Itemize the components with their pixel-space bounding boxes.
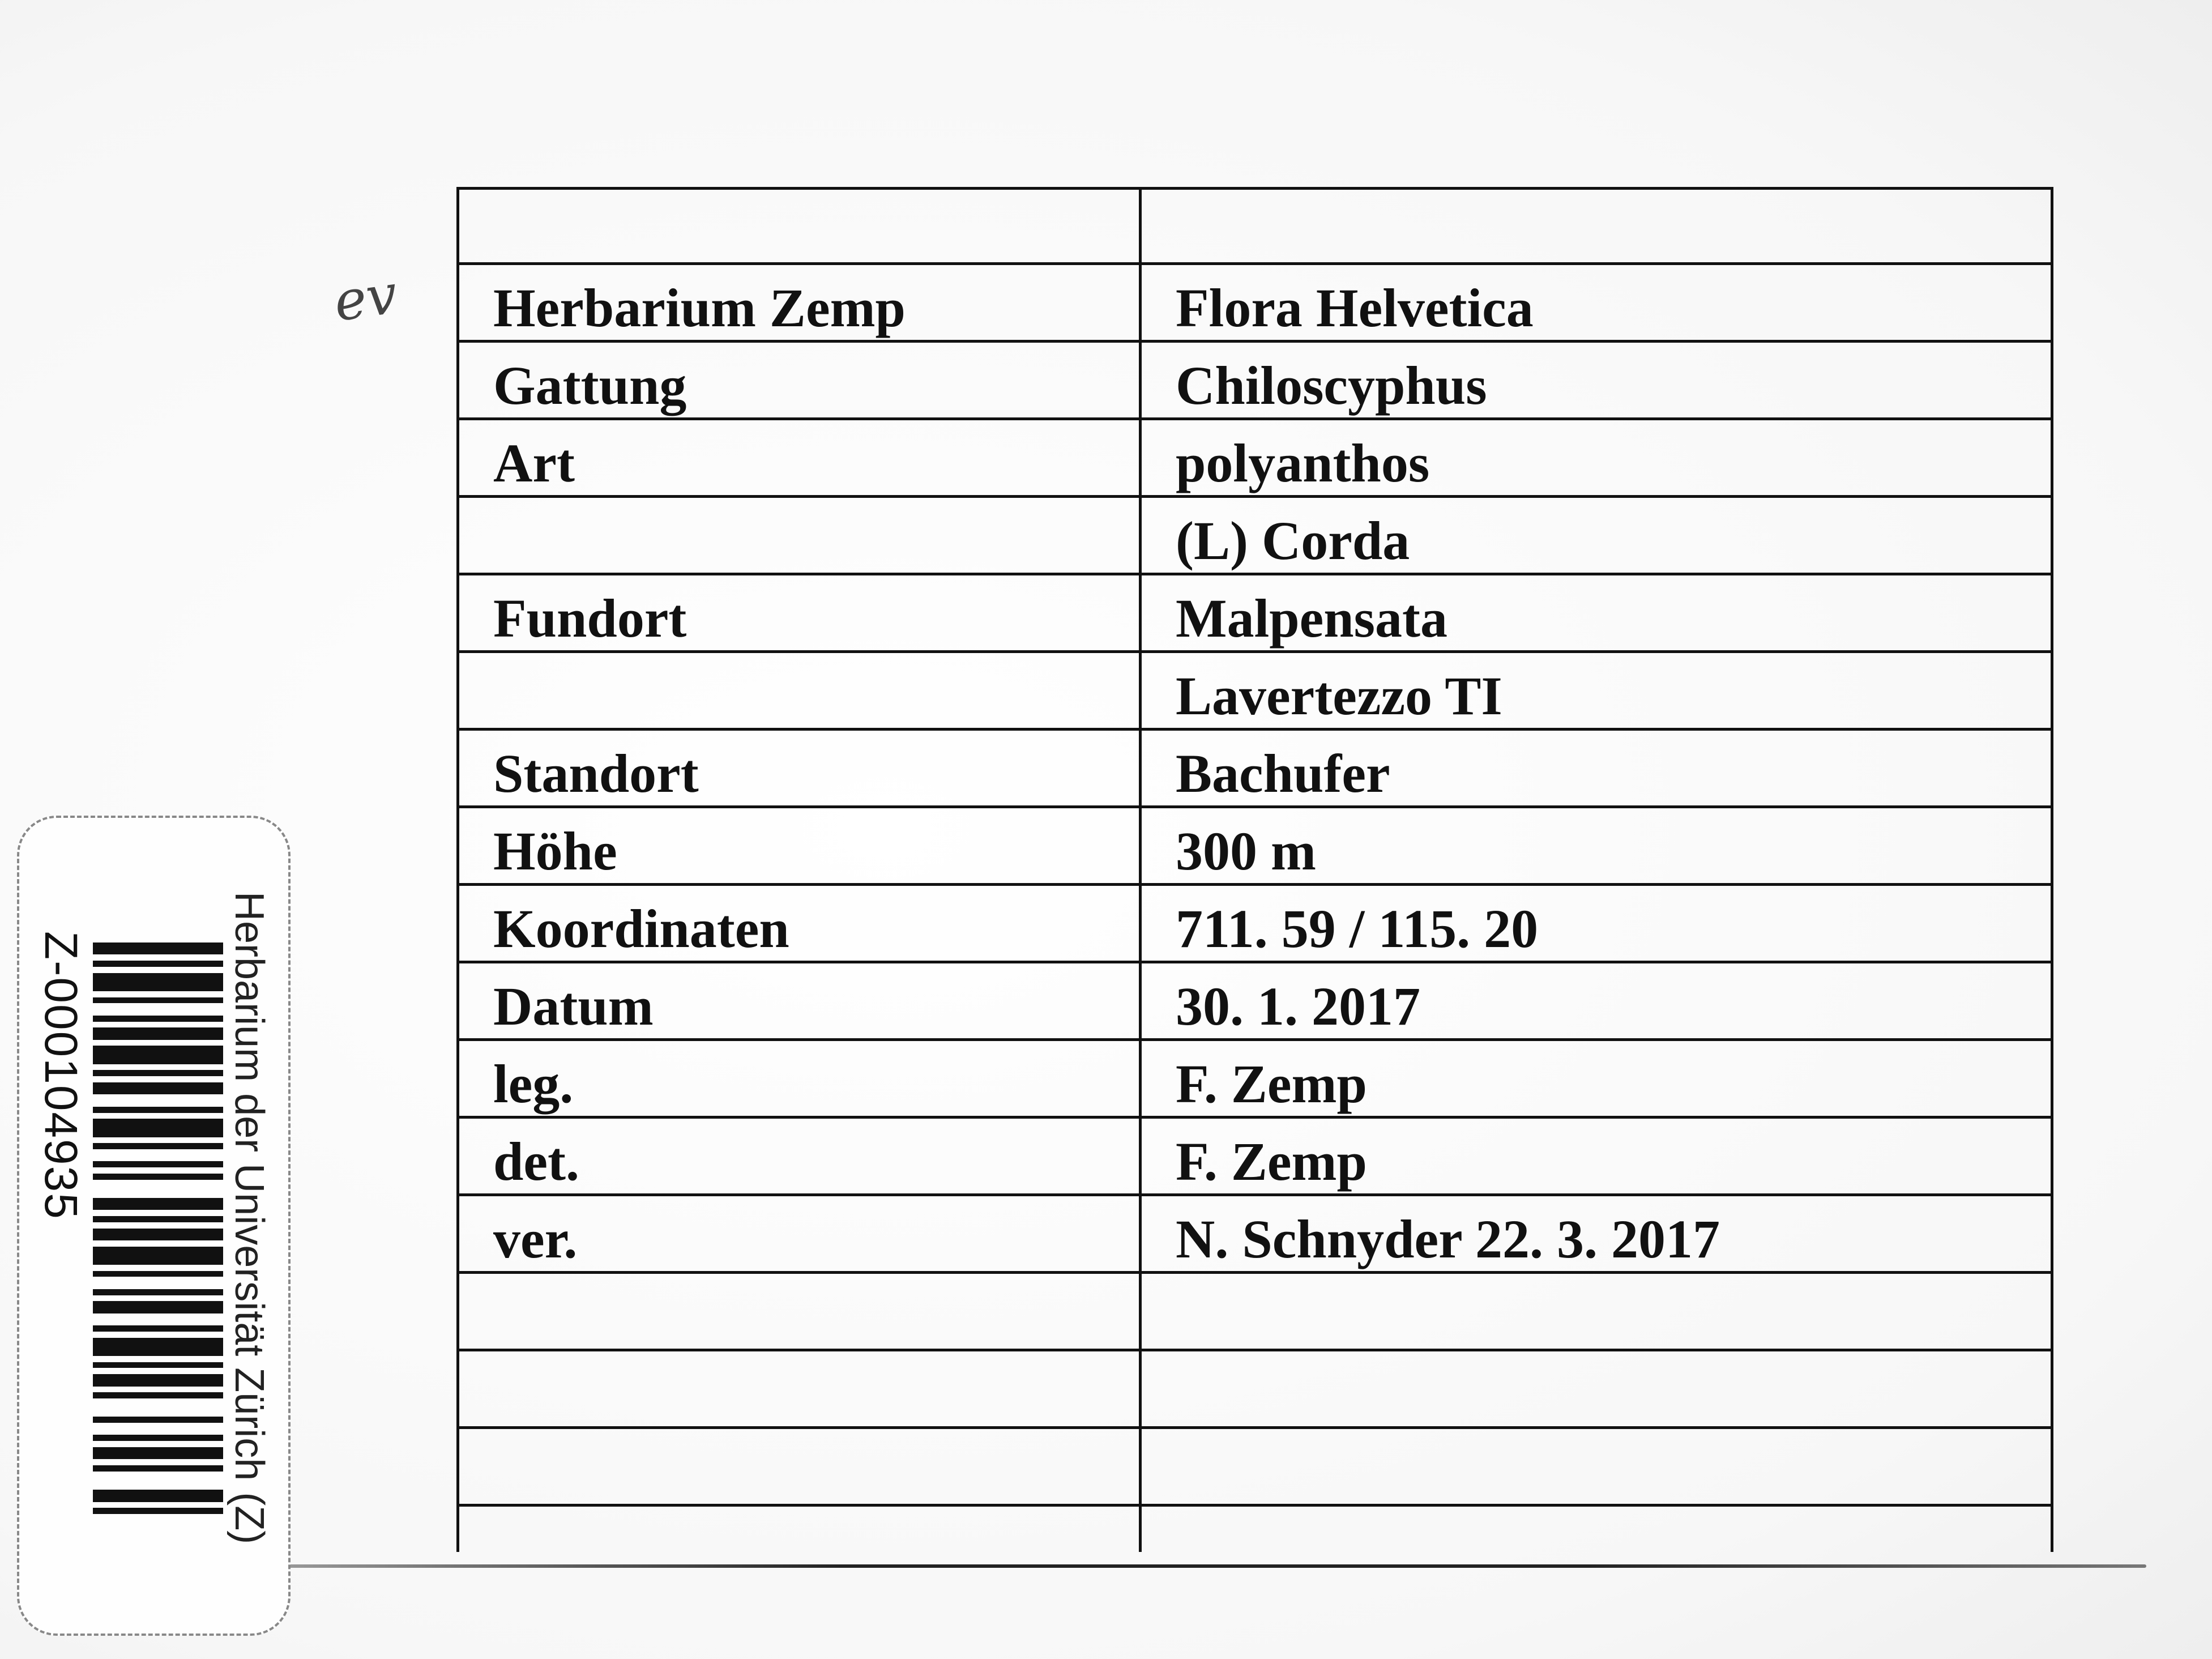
field-value: 30. 1. 2017 — [1141, 962, 2052, 1040]
barcode-bar — [93, 1265, 223, 1271]
barcode-bar — [93, 1167, 223, 1174]
institution-name: Herbarium der Universität Zürich (Z) — [227, 892, 272, 1545]
barcode-number: Z-000104935 — [35, 931, 87, 1220]
field-label: det. — [458, 1118, 1141, 1195]
field-value: Malpensata — [1141, 574, 2052, 652]
field-label: ver. — [458, 1195, 1141, 1273]
barcode-sticker — [17, 816, 291, 1636]
barcode-bar — [93, 1022, 223, 1028]
barcode-bar — [93, 967, 223, 973]
table-row — [458, 419, 2052, 497]
barcode-bar — [93, 1046, 223, 1064]
barcode-bar — [93, 954, 223, 961]
barcode-bar — [93, 1295, 223, 1302]
barcode-bar — [93, 942, 223, 954]
barcode-bar — [93, 961, 223, 967]
field-value: 711. 59 / 115. 20 — [1141, 885, 2052, 962]
barcode-bar — [93, 1398, 223, 1417]
field-value: F. Zemp — [1141, 1040, 2052, 1118]
barcode-bar — [93, 1435, 223, 1441]
barcode-bar — [93, 1107, 223, 1113]
field-label — [458, 1350, 1141, 1428]
barcode-bar — [93, 1490, 223, 1502]
table-row — [458, 1118, 2052, 1195]
table-row — [458, 342, 2052, 419]
field-value: Flora Helvetica — [1141, 264, 2052, 342]
table-row — [458, 807, 2052, 885]
barcode-bar — [93, 1508, 223, 1514]
barcode-bar — [93, 1277, 223, 1289]
barcode-bar — [93, 1338, 223, 1356]
barcode-bar — [93, 1149, 223, 1161]
field-value: Bachufer — [1141, 730, 2052, 807]
field-label — [458, 652, 1141, 730]
field-value: F. Zemp — [1141, 1118, 2052, 1195]
barcode-bar — [93, 1392, 223, 1398]
barcode-bar — [93, 1447, 223, 1459]
table-row — [458, 1195, 2052, 1273]
field-label: Standort — [458, 730, 1141, 807]
barcode-bar — [93, 1313, 223, 1325]
barcode-bar — [93, 1289, 223, 1295]
field-value — [1141, 1506, 2052, 1553]
table-row — [458, 885, 2052, 962]
field-value: polyanthos — [1141, 419, 2052, 497]
handwritten-annotation: ev — [330, 262, 402, 334]
table-row — [458, 1273, 2052, 1350]
barcode-bar — [93, 1247, 223, 1265]
barcode-bar — [93, 1040, 223, 1046]
field-label: Datum — [458, 962, 1141, 1040]
table-row — [458, 652, 2052, 730]
barcode-image — [93, 942, 223, 1520]
barcode-bar — [93, 1070, 223, 1076]
barcode-bar — [93, 1027, 223, 1039]
barcode-bar — [93, 1423, 223, 1435]
field-label — [458, 497, 1141, 574]
barcode-bar — [93, 1441, 223, 1447]
table-row — [458, 1428, 2052, 1506]
barcode-bar — [93, 1064, 223, 1071]
barcode-bar — [93, 1174, 223, 1180]
field-value — [1141, 1273, 2052, 1350]
field-label — [458, 1506, 1141, 1553]
barcode-bar — [93, 1502, 223, 1508]
barcode-bar — [93, 1143, 223, 1149]
barcode-bar — [93, 1332, 223, 1338]
barcode-bar — [93, 1082, 223, 1094]
barcode-bar — [93, 1198, 223, 1210]
paper-edge-line — [283, 1564, 2146, 1568]
field-label — [458, 189, 1141, 264]
table-row — [458, 1040, 2052, 1118]
barcode-bar — [93, 1271, 223, 1277]
table-row — [458, 574, 2052, 652]
table-row — [458, 1506, 2052, 1553]
field-label: Art — [458, 419, 1141, 497]
barcode-bar — [93, 1003, 223, 1015]
barcode-bar — [93, 1094, 223, 1106]
field-label: leg. — [458, 1040, 1141, 1118]
field-label: Fundort — [458, 574, 1141, 652]
field-label: Koordinaten — [458, 885, 1141, 962]
barcode-bar — [93, 1465, 223, 1472]
field-value: Lavertezzo TI — [1141, 652, 2052, 730]
field-value: Chiloscyphus — [1141, 342, 2052, 419]
barcode-bar — [93, 1119, 223, 1137]
barcode-bar — [93, 1514, 223, 1520]
field-label — [458, 1273, 1141, 1350]
herbarium-label-table — [456, 187, 2053, 1552]
barcode-bar — [93, 1387, 223, 1393]
field-label: Herbarium Zemp — [458, 264, 1141, 342]
barcode-bar — [93, 1076, 223, 1082]
barcode-bar — [93, 1016, 223, 1022]
barcode-bar — [93, 1113, 223, 1119]
barcode-bar — [93, 1368, 223, 1374]
barcode-bar — [93, 1356, 223, 1362]
barcode-bar — [93, 1137, 223, 1144]
barcode-sticker-content — [19, 818, 288, 1634]
barcode-bar — [93, 997, 223, 1004]
barcode-bar — [93, 1301, 223, 1313]
barcode-bar — [93, 1161, 223, 1167]
field-value: 300 m — [1141, 807, 2052, 885]
barcode-bar — [93, 1222, 223, 1229]
barcode-bar — [93, 973, 223, 991]
table-row — [458, 497, 2052, 574]
table-row — [458, 264, 2052, 342]
barcode-bar — [93, 1216, 223, 1222]
table-row — [458, 189, 2052, 264]
barcode-bar — [93, 1374, 223, 1386]
field-value — [1141, 189, 2052, 264]
barcode-bar — [93, 1325, 223, 1332]
field-value — [1141, 1350, 2052, 1428]
field-value — [1141, 1428, 2052, 1506]
field-value: (L) Corda — [1141, 497, 2052, 574]
barcode-bar — [93, 991, 223, 997]
field-label: Gattung — [458, 342, 1141, 419]
barcode-bar — [93, 1210, 223, 1216]
field-label: Höhe — [458, 807, 1141, 885]
table-row — [458, 962, 2052, 1040]
field-value: N. Schnyder 22. 3. 2017 — [1141, 1195, 2052, 1273]
barcode-bar — [93, 1472, 223, 1490]
barcode-bar — [93, 1229, 223, 1240]
barcode-bar — [93, 1240, 223, 1247]
table-row — [458, 730, 2052, 807]
barcode-bar — [93, 1417, 223, 1423]
barcode-bar — [93, 1362, 223, 1368]
field-label — [458, 1428, 1141, 1506]
table-row — [458, 1350, 2052, 1428]
barcode-bar — [93, 1180, 223, 1198]
barcode-bar — [93, 1459, 223, 1465]
